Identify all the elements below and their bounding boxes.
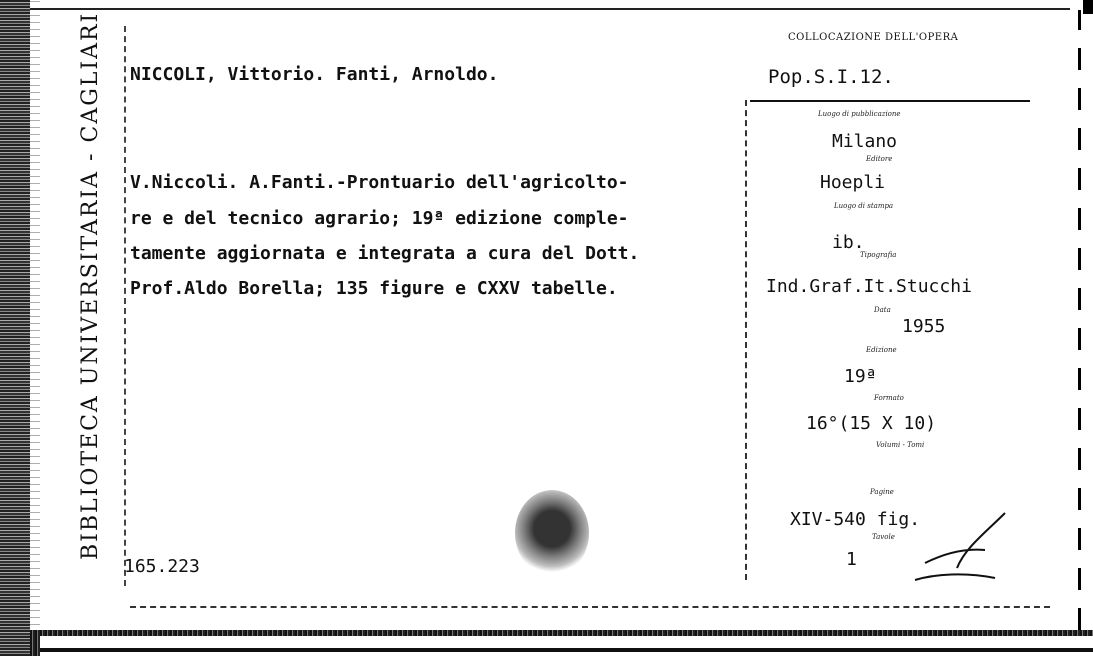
collocation-column-rule (745, 100, 747, 580)
body-line-4: Prof.Aldo Borella; 135 figure e CXXV tabelle. (130, 278, 618, 299)
top-border (30, 8, 1070, 10)
label-tipografia: Tipografia (860, 251, 897, 259)
body-line-1: V.Niccoli. A.Fanti.-Prontuario dell'agricolto- (130, 172, 629, 193)
library-stamp (515, 490, 589, 576)
value-data: 1955 (902, 316, 946, 337)
value-edizione: 19ª (844, 366, 877, 387)
label-edizione: Edizione (866, 346, 897, 354)
scan-left-edge (0, 0, 30, 656)
collocation-header: COLLOCAZIONE DELL'OPERA (788, 32, 959, 43)
value-luogo-pubblicazione: Milano (832, 131, 898, 152)
label-luogo-pubblicazione: Luogo di pubblicazione (818, 110, 901, 118)
left-margin-rule (124, 26, 126, 586)
body-line-3: tamente aggiornata e integrata a cura del Dott. (130, 243, 640, 264)
collocation-header-rule (750, 100, 1030, 102)
signature-mark (905, 508, 1015, 588)
library-vertical-label: BIBLIOTECA UNIVERSITARIA - CAGLIARI (78, 11, 103, 560)
label-pagine: Pagine (870, 488, 894, 496)
label-luogo-stampa: Luogo di stampa (834, 202, 894, 210)
scan-bottom-gap (40, 636, 1093, 656)
value-editore: Hoepli (820, 172, 886, 193)
author-heading: NICCOLI, Vittorio. Fanti, Arnoldo. (130, 64, 499, 85)
label-volumi-tomi: Volumi - Tomi (876, 441, 925, 449)
scan-left-edge-noise (30, 0, 40, 656)
label-formato: Formato (874, 394, 904, 402)
label-editore: Editore (866, 155, 893, 163)
label-data: Data (874, 306, 891, 314)
label-tavole: Tavole (872, 533, 895, 541)
value-pagine: XIV-540 fig. (790, 509, 921, 530)
value-formato: 16°(15 X 10) (806, 413, 937, 434)
shelf-mark: Pop.S.I.12. (768, 66, 894, 88)
right-border (1078, 10, 1081, 630)
body-line-2: re e del tecnico agrario; 19ª edizione comple- (130, 208, 629, 229)
value-luogo-stampa: ib. (832, 232, 865, 253)
bottom-dashed-rule (130, 606, 1050, 608)
inventory-number: 165.223 (124, 556, 200, 577)
scan-corner-mark (1083, 0, 1093, 14)
bottom-border (40, 648, 1093, 652)
value-tipografia: Ind.Graf.It.Stucchi (766, 276, 972, 297)
value-tavole: 1 (846, 549, 857, 570)
